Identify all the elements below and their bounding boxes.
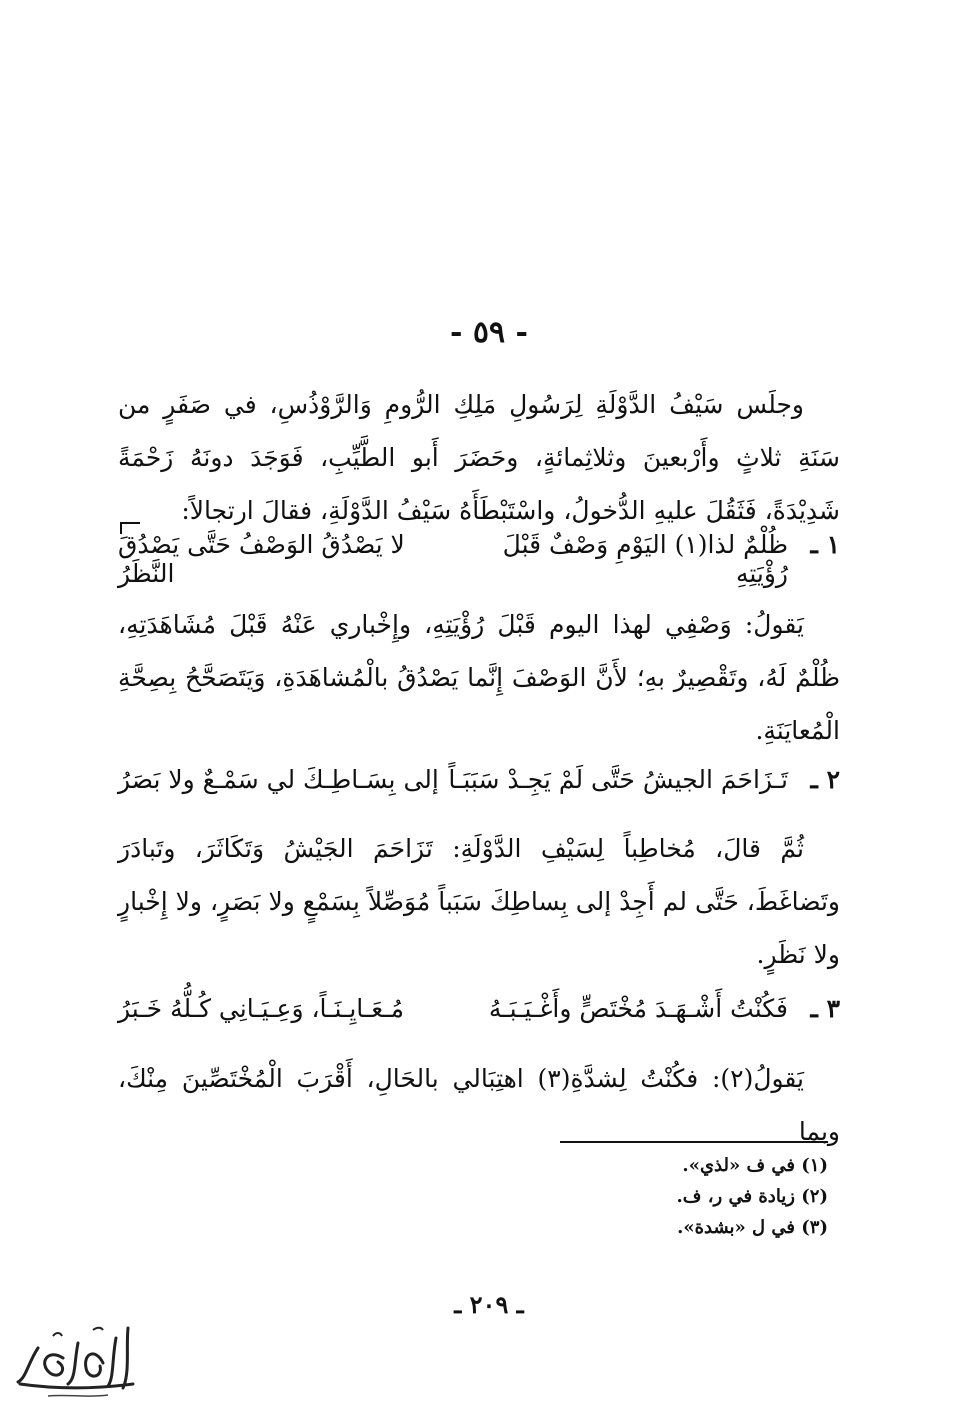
verse-hemistich-second: إلى بِسَـاطِـكَ لي سَمْـعٌ ولا بَصَرُ xyxy=(117,765,439,794)
verse-3 xyxy=(118,994,840,1023)
page-number: ـ ٢٠٩ ـ xyxy=(454,1290,524,1319)
footnote-2: (٢) زيادة في ر، ف. xyxy=(676,1186,828,1207)
verse-hemistich-second: لا يَصْدُقُ الوَصْفُ حَتَّى يَصْدُقَ النَّظَرُ xyxy=(118,530,405,588)
commentary-text: يَقولُ: وَصْفِي لهذا اليوم قَبْلَ رُؤْيَتِهِ، وإِخْباري عَنْهُ قَبْلَ مُشَاهَدَتِهِ، ظُلْمٌ لَهُ، وتَقْصِيرٌ بهِ؛ لأَنَّ الوَصْفَ إِنَّما يَصْدُقُ بالْمُشاهَدَةِ، وَيَتَصَحَّحُ بِصِحَّةِ الْمُعايَنَةِ. xyxy=(118,610,840,745)
verse-hemistich-first: ظُلْمٌ لذا(١) اليَوْمِ وَصْفٌ قَبْلَ رُؤْيَتِهِ xyxy=(502,530,788,588)
verse-number: ٣ ـ xyxy=(810,994,840,1023)
commentary-2 xyxy=(118,822,840,981)
section-number: - ٥٩ - xyxy=(449,315,529,350)
intro-text: وجلَس سَيْفُ الدَّوْلَةِ لِرَسُولِ مَلِكِ الرُّومِ وَالرَّوْذُسِ، في صَفَرٍ من سَنَةِ ثلاثٍ وأَرْبعينَ وثلاثِمائةٍ، وحَضَرَ أَبو الطَّيِّبِ، فَوَجَدَ دونَهُ زَحْمَةً شَدِيْدَةً، فَثَقُلَ عليهِ الدُّخولُ، واسْتَبْطَأَهُ سَيْفُ الدَّوْلَةِ، فقالَ ارتجالاً: xyxy=(118,390,840,525)
verse-hemistich-second: مُـعَـايِـنَـاً، وَعِـيَـانِي كُـلُّهُ خَـبَرُ xyxy=(118,994,405,1023)
commentary-1 xyxy=(118,598,840,757)
verse-hemistich-first: فَكُنْتُ أَشْـهَـدَ مُخْتَصٍّ وأَغْـيَـبَـهُ xyxy=(488,994,788,1023)
verse-number: ٢ ـ xyxy=(810,765,840,794)
commentary-text: ثُمَّ قالَ، مُخاطِباً لِسَيْفِ الدَّوْلَةِ: تَزَاحَمَ الجَيْشُ وَتَكَاثَرَ، وتَبادَرَ وتَضاغَطَ، حَتَّى لم أَجِدْ إلى بِساطِكَ سَبَباً مُوَصِّلاً بِسَمْعٍ ولا بَصَرٍ، ولا إِخْبارٍ ولا نَظَرٍ. xyxy=(118,834,840,969)
footnote-divider xyxy=(560,1141,828,1143)
footnote-3: (٣) في ل «بشدة». xyxy=(677,1217,828,1238)
calligraphy-stamp-icon xyxy=(8,1318,143,1406)
commentary-text: يَقولُ(٢): فكُنْتُ لِشدَّةِ(٣) اهتِبَالي بالحَالِ، أَقْرَبَ الْمُخْتَصِّينَ مِنْكَ، وبما xyxy=(118,1064,840,1146)
footnotes xyxy=(500,1150,828,1243)
verse-number: ١ ـ xyxy=(810,530,840,559)
verse-1 xyxy=(118,530,840,588)
intro-paragraph xyxy=(118,378,840,537)
verse-hemistich-first: تَـزَاحَمَ الجيشُ حَتَّى لَمْ يَجِـدْ سَبَبَـاً xyxy=(448,765,788,794)
verse-2 xyxy=(118,765,840,794)
footnote-1: (١) في ف «لذي». xyxy=(682,1155,828,1176)
